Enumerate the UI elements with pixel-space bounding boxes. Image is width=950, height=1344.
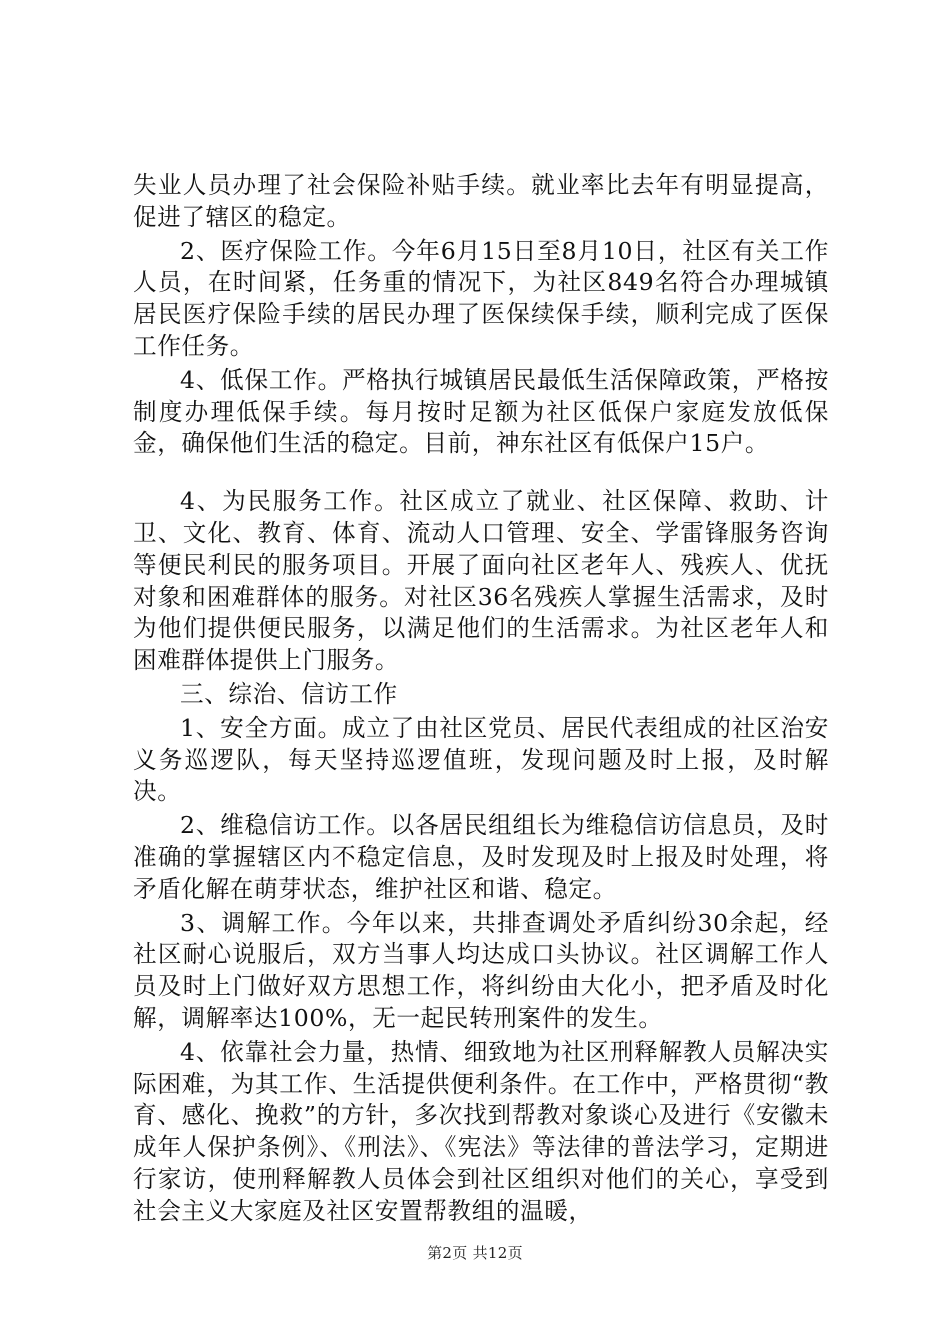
paragraph-medical-insurance: 2、医疗保险工作。今年6月15日至8月10日，社区有关工作人员，在时间紧，任务重的情况下，为社区849名符合办理城镇居民医疗保险手续的居民办理了医保续保手续，顺利完成了医保工作任务。 (133, 236, 829, 360)
paragraph-continued: 失业人员办理了社会保险补贴手续。就业率比去年有明显提高，促进了辖区的稳定。 (133, 171, 829, 231)
section-heading: 三、综治、信访工作 (180, 679, 398, 708)
paragraph-social-support: 4、依靠社会力量，热情、细致地为社区刑释解教人员解决实际困难，为其工作、生活提供便利条件。在工作中，严格贯彻“教育、感化、挽救”的方针，多次找到帮教对象谈心及进行《安徽未成年人保护条例》、《刑法》、《宪法》等法律的普法学习，定期进行家访，使刑释解教人员体会到社区组织对他们的关心，享受到社会主义大家庭及社区安置帮教组的温暖， (133, 1037, 829, 1225)
paragraph-safety: 1、安全方面。成立了由社区党员、居民代表组成的社区治安义务巡逻队，每天坚持巡逻值班，发现问题及时上报，及时解决。 (133, 713, 829, 806)
document-body (133, 170, 829, 1230)
paragraph-public-service: 4、为民服务工作。社区成立了就业、社区保障、救助、计卫、文化、教育、体育、流动人口管理、安全、学雷锋服务咨询等便民利民的服务项目。开展了面向社区老年人、残疾人、优抚对象和困难群体的服务。对社区36名残疾人掌握生活需求，及时为他们提供便民服务，以满足他们的生活需求。为社区老年人和困难群体提供上门服务。 (133, 487, 829, 675)
paragraph-mediation: 3、调解工作。今年以来，共排查调处矛盾纠纷30余起，经社区耐心说服后，双方当事人均达成口头协议。社区调解工作人员及时上门做好双方思想工作，将纠纷由大化小，把矛盾及时化解，调解率达100%，无一起民转刑案件的发生。 (133, 908, 829, 1032)
page-number-footer: 第2页 共12页 (427, 1244, 523, 1262)
paragraph-minimum-living: 4、低保工作。严格执行城镇居民最低生活保障政策，严格按制度办理低保手续。每月按时足额为社区低保户家庭发放低保金，确保他们生活的稳定。目前，神东社区有低保户15户。 (133, 365, 829, 458)
paragraph-petition: 2、维稳信访工作。以各居民组组长为维稳信访信息员，及时准确的掌握辖区内不稳定信息，及时发现及时上报及时处理，将矛盾化解在萌芽状态，维护社区和谐、稳定。 (133, 811, 829, 903)
